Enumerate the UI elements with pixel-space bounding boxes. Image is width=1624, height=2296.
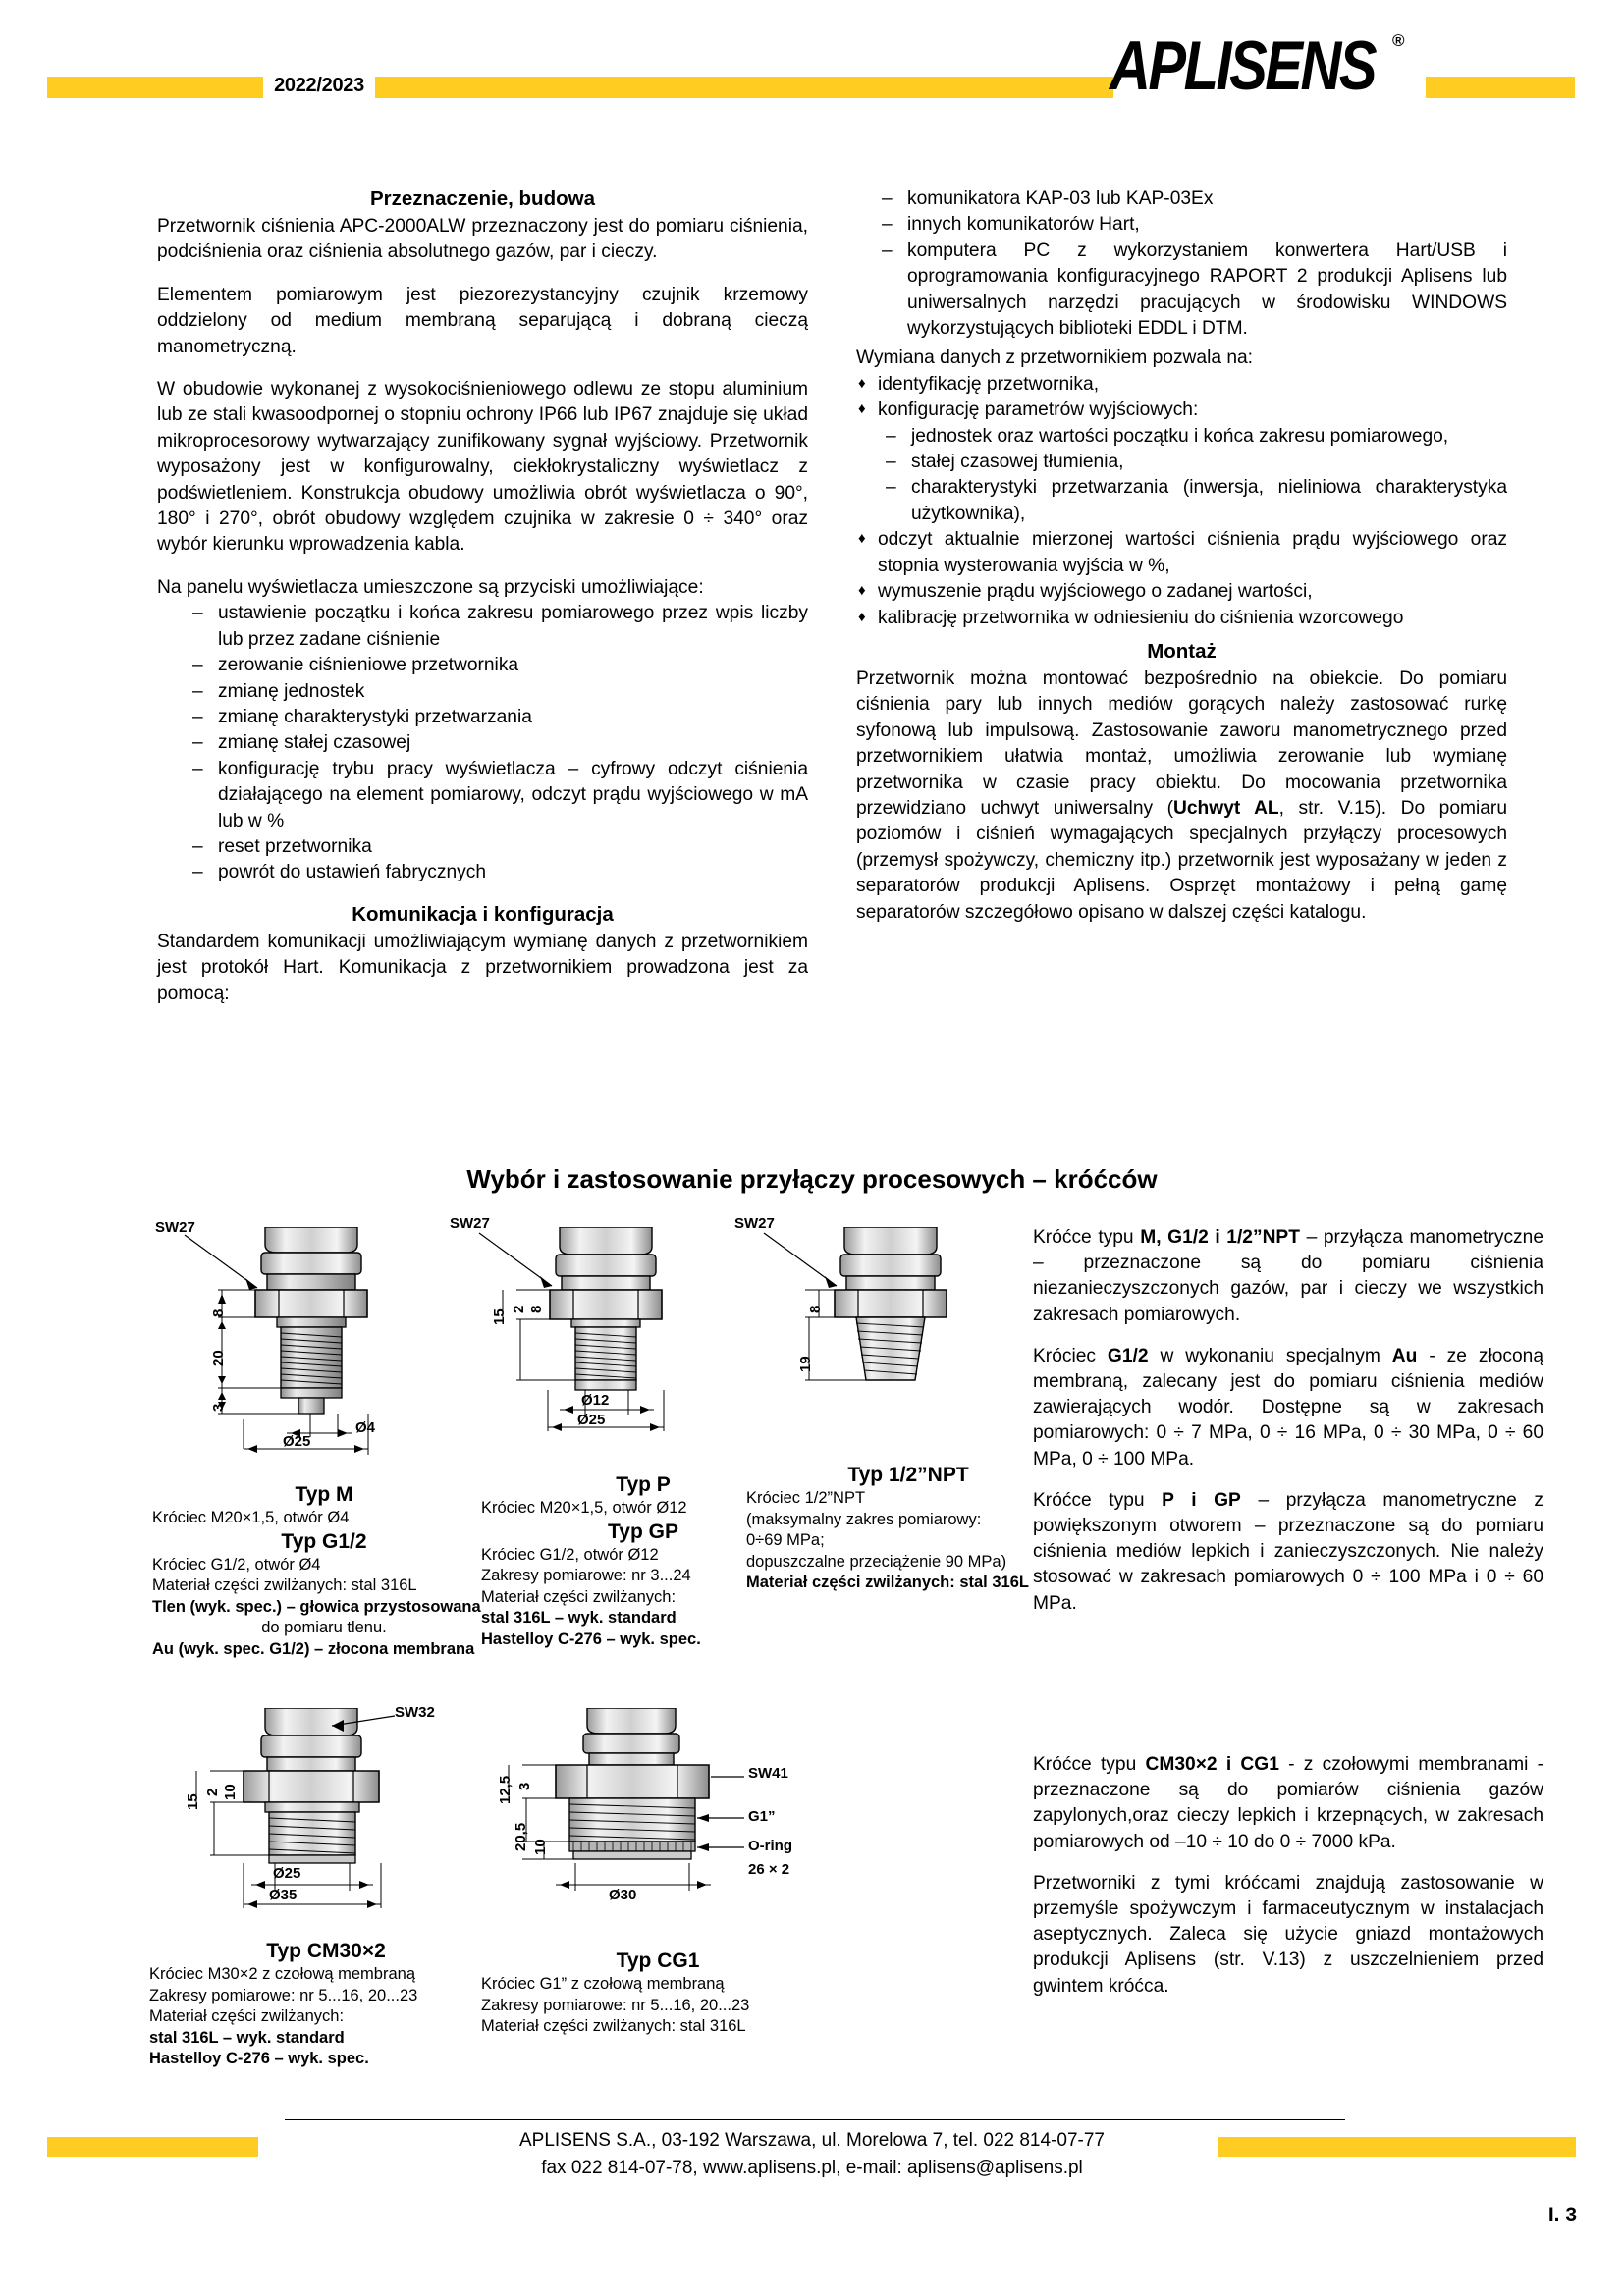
desc-text: - z czołowymi membranami - przeznaczone są do pomiarów ciśnienia gazów zapylonych,oraz cieczy lepkich i krzepnących, w zakresach pomiarowych od –10 ÷ 10 do 0 ÷ 7000 kPa. [1033, 1754, 1543, 1852]
list-output-parameters [878, 424, 1507, 528]
label-sw27: SW27 [734, 1215, 775, 1232]
caption-line: Materiał części zwilżanych: stal 316L [481, 2017, 746, 2035]
page-header [0, 27, 1624, 105]
figure-typ-cm30 [167, 1704, 491, 1953]
caption-line: Króciec G1” z czołową membraną [481, 1975, 725, 1993]
caption-title-typ-m: Typ M [295, 1483, 353, 1506]
desc-bold: P i GP [1162, 1489, 1241, 1511]
paragraph-mounting [856, 667, 1507, 926]
caption-typ-m [152, 1482, 496, 1660]
list-item: – zmianę jednostek [185, 679, 808, 705]
dim-label-125: 12,5 [497, 1775, 514, 1804]
list-item: – stałej czasowej tłumienia, [878, 450, 1507, 475]
dim-label-15: 15 [491, 1308, 508, 1325]
footer-contact [0, 2127, 1624, 2182]
desc-bold: CM30×2 i CG1 [1145, 1754, 1279, 1775]
typ-cm30-drawing [167, 1708, 491, 1953]
paragraph-housing: W obudowie wykonanej z wysokociśnieniowego odlewu ze stopu aluminium lub ze stali kwasoodpornej o stopniu ochrony IP66 lub IP67 znajduje się układ mikroprocesorowy wytwarzający zunifikowany sygnał wyjściowy. Przetwornik wyposażony jest w konfigurowalny, ciekłokrystaliczny wyświetlacz z podświetleniem. Konstrukcja obudowy umożliwia obrót wyświetlacza o 90°, 180° i 270°, obrót obudowy względem czujnika w zakresie 0 ÷ 340° oraz wybór kierunku wprowadzenia kabla. [157, 379, 808, 556]
label-26x2: 26 × 2 [748, 1861, 790, 1878]
caption-line: Materiał części zwilżanych: stal 316L [152, 1576, 417, 1594]
list-item: – jednostek oraz wartości początku i końca zakresu pomiarowego, [878, 424, 1507, 450]
aplisens-logo [1110, 29, 1424, 114]
caption-title-typ-npt: Typ 1/2”NPT [847, 1464, 969, 1486]
logo-wordmark: APLISENS [1110, 27, 1376, 105]
label-sw27: SW27 [450, 1215, 490, 1232]
list-item: – komunikatora KAP-03 lub KAP-03Ex [874, 187, 1507, 212]
registered-trademark-icon: ® [1392, 31, 1405, 50]
label-sw27: SW27 [155, 1219, 195, 1236]
caption-line: Króciec M30×2 z czołową membraną [149, 1965, 415, 1983]
caption-line: stal 316L – wyk. standard [481, 1609, 677, 1627]
description-m-g12-npt [1033, 1225, 1543, 1328]
heading-komunikacja-konfiguracja: Komunikacja i konfiguracja [352, 902, 614, 926]
dim-label-10: 10 [222, 1784, 239, 1800]
label-o-ring: O-ring [748, 1838, 792, 1854]
list-communication-devices [874, 187, 1507, 342]
desc-text: w wykonaniu specjalnym [1148, 1345, 1392, 1366]
list-item: – innych komunikatorów Hart, [874, 212, 1507, 238]
dim-label-3: 3 [210, 1403, 227, 1412]
list-button-functions [185, 601, 808, 885]
left-text-column [157, 187, 808, 1007]
header-bar-right [1426, 77, 1575, 98]
mounting-text-c: , str. V.15). Do pomiaru poziomów i ciśnień wymagających specjalnych przyłączy procesowych (przemysł spożywczy, chemiczny itp.) przetwornik jest wyposażany w jeden z separatorów produkcji Aplisens. Osprzęt montażowy i pełną gamę separatorów szczegółowo opisano w dalszej części katalogu. [856, 797, 1507, 923]
caption-line: Hastelloy C-276 – wyk. spec. [149, 2050, 369, 2067]
caption-line: Materiał części zwilżanych: stal 316L [746, 1574, 1029, 1591]
list-item: – zerowanie ciśnieniowe przetwornika [185, 653, 808, 678]
page-footer [0, 2119, 1624, 2296]
dim-label-d25: Ø25 [577, 1412, 606, 1428]
list-item: – zmianę stałej czasowej [185, 730, 808, 756]
description-g12-au [1033, 1344, 1543, 1472]
caption-line: Au (wyk. spec. G1/2) – złocona membrana [152, 1639, 475, 1658]
description-cm30-cg1 [1033, 1752, 1543, 1855]
caption-line: stal 316L – wyk. standard [149, 2028, 345, 2047]
caption-title-typ-g12: Typ G1/2 [281, 1529, 367, 1553]
caption-line: Króciec M20×1,5, otwór Ø4 [152, 1509, 350, 1526]
paragraph-hart-protocol: Standardem komunikacji umożliwiającym wymianę danych z przetwornikiem jest protokół Hart. Komunikacja z przetwornikiem prowadzona jest za pomocą: [157, 931, 808, 1004]
caption-line: dopuszczalne przeciążenie 90 MPa) [746, 1552, 1007, 1571]
footer-line-2: fax 022 814-07-78, www.aplisens.pl, e-mail: aplisens@aplisens.pl [535, 2158, 1089, 2178]
caption-line: Hastelloy C-276 – wyk. spec. [481, 1629, 701, 1648]
dim-label-205: 20,5 [513, 1822, 529, 1851]
caption-line: Zakresy pomiarowe: nr 3...24 [481, 1567, 691, 1584]
figure-typ-npt [734, 1215, 1060, 1463]
typ-p-drawing [461, 1227, 785, 1482]
figure-typ-p [450, 1215, 785, 1482]
dim-label-10: 10 [532, 1839, 549, 1855]
caption-line: Króciec 1/2”NPT [746, 1489, 866, 1507]
figure-typ-m [155, 1219, 491, 1482]
caption-line: Króciec M20×1,5, otwór Ø12 [481, 1499, 687, 1517]
catalog-year: 2022/2023 [263, 71, 375, 101]
drawings-section-title: Wybór i zastosowanie przyłączy procesowych – króćców [466, 1164, 1158, 1194]
desc-text: Króćce typu [1033, 1489, 1163, 1511]
right-text-column [856, 187, 1507, 942]
dim-label-d25: Ø25 [273, 1865, 301, 1882]
caption-typ-npt [746, 1463, 1070, 1594]
dim-label-8: 8 [528, 1305, 545, 1313]
list-item: ♦ wymuszenie prądu wyjściowego o zadanej wartości, [856, 579, 1507, 605]
caption-line: 0÷69 MPa; [746, 1531, 825, 1549]
label-g1: G1” [748, 1808, 776, 1825]
caption-line: Materiał części zwilżanych: [149, 2007, 345, 2025]
dim-label-d35: Ø35 [269, 1887, 298, 1903]
list-item: – reset przetwornika [185, 834, 808, 860]
caption-title-typ-cm30: Typ CM30×2 [266, 1940, 386, 1962]
caption-line: Zakresy pomiarowe: nr 5...16, 20...23 [481, 1996, 750, 2014]
dim-label-2: 2 [511, 1305, 527, 1313]
paragraph-intro: Przetwornik ciśnienia APC-2000ALW przeznaczony jest do pomiaru ciśnienia, podciśnienia oraz ciśnienia absolutnego gazów, par i cieczy. [157, 216, 808, 263]
dim-label-d4: Ø4 [355, 1419, 376, 1436]
header-bar-middle [375, 77, 1113, 98]
desc-text: Króciec [1033, 1345, 1108, 1366]
list-item: – charakterystyki przetwarzania (inwersja, nieliniowa charakterystyka użytkownika), [878, 475, 1507, 527]
page-number: I. 3 [1547, 2204, 1577, 2226]
dim-label-15: 15 [185, 1793, 201, 1810]
caption-title-typ-gp: Typ GP [608, 1520, 678, 1543]
footer-rule [285, 2119, 1345, 2120]
dim-label-3: 3 [516, 1782, 533, 1790]
list-item: ♦ kalibrację przetwornika w odniesieniu do ciśnienia wzorcowego [856, 606, 1507, 631]
description-upper [1033, 1225, 1543, 1632]
typ-npt-drawing [746, 1227, 1060, 1463]
caption-line: Króciec G1/2, otwór Ø4 [152, 1555, 321, 1574]
heading-przeznaczenie-budowa: Przeznaczenie, budowa [370, 187, 595, 210]
caption-line: (maksymalny zakres pomiarowy: [746, 1510, 982, 1528]
label-sw41: SW41 [748, 1765, 788, 1782]
list-data-exchange-features [856, 372, 1507, 424]
dim-label-20: 20 [210, 1350, 227, 1366]
paragraph-panel-buttons: Na panelu wyświetlacza umieszczone są przyciski umożliwiające: [157, 576, 704, 598]
desc-bold: M, G1/2 i 1/2”NPT [1140, 1227, 1300, 1248]
dim-label-d12: Ø12 [581, 1392, 610, 1409]
paragraph-sensor: Elementem pomiarowym jest piezorezystancyjny czujnik krzemowy oddzielony od medium membraną separującą i dobraną cieczą manometryczną. [157, 284, 808, 357]
caption-title-typ-p: Typ P [616, 1473, 671, 1496]
caption-title-typ-cg1: Typ CG1 [616, 1949, 700, 1972]
paragraph-data-exchange: Wymiana danych z przetwornikiem pozwala na: [856, 347, 1254, 369]
mounting-text-a: Przetwornik można montować bezpośrednio na obiekcie. Do pomiaru ciśnienia pary lub innych mediów gorących należy zastosować rurkę syfonową lub impulsową. Zastosowanie zaworu manometrycznego przed przetwornikiem ułatwia montaż, umożliwia zerowanie lub wymianę przetwornika w czasie pracy obiektu. Do mocowania przetwornika przewidziano uchwyt uniwersalny ( [856, 667, 1507, 819]
desc-text: – przyłącza manometryczne z powiększonym otworem – przeznaczone są do pomiaru ciśnienia mediów lepkich i zanieczyszczonych. Nie należy stosować w zakresach pomiarowych 0 ÷ 100 MPa i 0 ÷ 60 MPa. [1033, 1489, 1544, 1614]
desc-text: Króćce typu [1033, 1227, 1141, 1248]
label-sw32: SW32 [395, 1704, 435, 1721]
caption-line: Tlen (wyk. spec.) – głowica przystosowana [152, 1597, 481, 1616]
dim-label-8: 8 [210, 1308, 227, 1317]
description-aseptic: Przetworniki z tymi króćcami znajdują zastosowanie w przemyśle spożywczym i farmaceutycznym w instalacjach aseptycznych. Zaleca się użycie gniazd montażowych produkcji Aplisens (str. V.13) z uszczelnieniem przed gwintem króćca. [1033, 1872, 1543, 1997]
list-item: ♦ odczyt aktualnie mierzonej wartości ciśnienia prądu wyjściowego oraz stopnia wysterowania wyjścia w %, [856, 527, 1507, 579]
mounting-bold-uchwyt: Uchwyt AL [1173, 797, 1279, 819]
caption-line: Zakresy pomiarowe: nr 5...16, 20...23 [149, 1986, 418, 2004]
list-item: – zmianę charakterystyki przetwarzania [185, 705, 808, 730]
dim-label-8: 8 [807, 1305, 824, 1313]
list-item: ♦ konfigurację parametrów wyjściowych: [856, 398, 1507, 423]
caption-typ-cm30 [149, 1939, 503, 2070]
caption-typ-cg1 [481, 1949, 835, 2038]
list-data-exchange-features-2 [856, 527, 1507, 631]
dim-label-19: 19 [797, 1356, 814, 1372]
list-item: – konfigurację trybu pracy wyświetlacza – cyfrowy odczyt ciśnienia działającego na element pomiarowy, odczyt prądu wyjściowego w mA lub w % [185, 757, 808, 834]
description-lower [1033, 1752, 1543, 2015]
heading-montaz: Montaż [1147, 639, 1217, 663]
desc-bold: G1/2 [1107, 1345, 1149, 1366]
desc-bold: Au [1391, 1345, 1418, 1366]
description-p-gp [1033, 1488, 1543, 1617]
dim-label-d30: Ø30 [609, 1887, 637, 1903]
dim-label-d25: Ø25 [283, 1433, 311, 1450]
caption-line: do pomiaru tlenu. [261, 1619, 387, 1636]
list-item: ♦ identyfikację przetwornika, [856, 372, 1507, 398]
figure-typ-cg1 [471, 1708, 825, 1953]
list-item: – ustawienie początku i końca zakresu pomiarowego przez wpis liczby lub przez zadane ciśnienie [185, 601, 808, 653]
caption-line: Materiał części zwilżanych: [481, 1587, 677, 1606]
header-bar-left [47, 77, 263, 98]
caption-line: Króciec G1/2, otwór Ø12 [481, 1545, 659, 1564]
desc-text: Króćce typu [1033, 1754, 1146, 1775]
dim-label-2: 2 [204, 1788, 221, 1796]
desc-text: – przyłącza manometryczne – przeznaczone są do pomiaru ciśnienia niezanieczyszczonych gazów, par i cieczy we wszystkich zakresach pomiarowych. [1033, 1227, 1543, 1325]
list-item: – komputera PC z wykorzystaniem konwertera Hart/USB i oprogramowania konfiguracyjnego RAPORT 2 produkcji Aplisens lub uniwersalnych narzędzi pracujących w środowisku WINDOWS wykorzystujących biblioteki EDDL i DTM. [874, 239, 1507, 343]
list-item: – powrót do ustawień fabrycznych [185, 860, 808, 885]
desc-text: - ze złoconą membraną, zalecany jest do pomiaru ciśnienia mediów zawierających wodór. Dostępne są w zakresach pomiarowych: 0 ÷ 7 MPa, 0 ÷ 16 MPa, 0 ÷ 30 MPa, 0 ÷ 60 MPa, 0 ÷ 100 MPa. [1033, 1345, 1543, 1469]
footer-line-1: APLISENS S.A., 03-192 Warszawa, ul. Morelowa 7, tel. 022 814-07-77 [514, 2130, 1110, 2151]
